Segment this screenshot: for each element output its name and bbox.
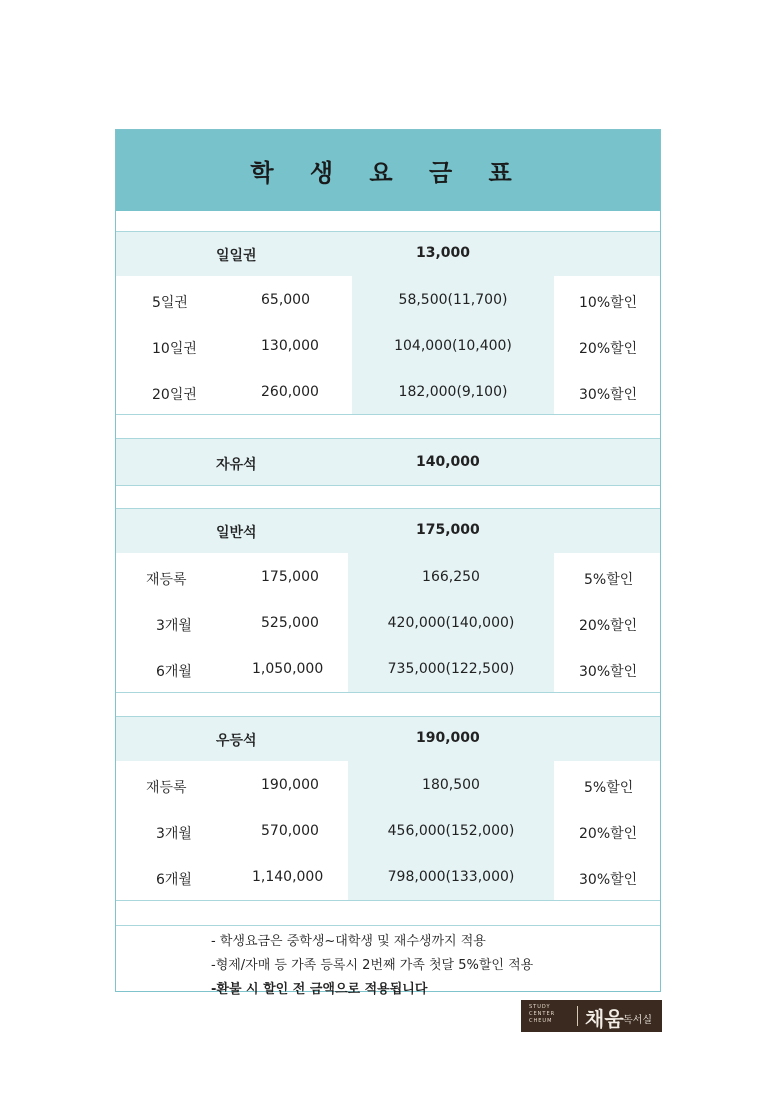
table-row	[116, 554, 660, 600]
section-header-premium-seat	[116, 716, 660, 761]
row-name: 10일권	[152, 341, 197, 357]
row-discount-rate: 20%할인	[579, 341, 638, 357]
row-discounted-price: 182,000(9,100)	[398, 384, 508, 400]
row-base-price: 570,000	[261, 823, 319, 839]
row-base-price: 1,050,000	[252, 661, 324, 677]
row-discount-rate: 5%할인	[584, 780, 634, 796]
notes	[211, 930, 533, 1002]
row-name: 재등록	[146, 572, 187, 588]
row-discount-rate: 30%할인	[579, 872, 638, 888]
row-discounted-price: 180,500	[422, 777, 480, 793]
section-price: 140,000	[416, 454, 480, 470]
row-discount-rate: 20%할인	[579, 826, 638, 842]
logo-sub: 독서실	[623, 1015, 652, 1026]
row-name: 6개월	[156, 664, 192, 680]
section-label: 자유석	[216, 457, 257, 473]
table-row	[116, 369, 660, 415]
row-name: 20일권	[152, 387, 197, 403]
row-base-price: 1,140,000	[252, 869, 324, 885]
divider	[116, 900, 660, 901]
note-line: - 학생요금은 중학생~대학생 및 재수생까지 적용	[211, 934, 486, 949]
row-name: 재등록	[146, 780, 187, 796]
row-name: 6개월	[156, 872, 192, 888]
row-discount-rate: 5%할인	[584, 572, 634, 588]
logo-brand: 채움	[585, 1007, 624, 1031]
brand-logo	[521, 1000, 662, 1032]
row-name: 3개월	[156, 826, 192, 842]
section-header-regular-seat	[116, 508, 660, 553]
note-line: -형제/자매 등 가족 등록시 2번째 가족 첫달 5%할인 적용	[211, 958, 534, 973]
row-base-price: 525,000	[261, 615, 319, 631]
logo-divider	[577, 1006, 578, 1026]
price-table	[115, 129, 661, 997]
row-discount-rate: 30%할인	[579, 664, 638, 680]
section-label: 일일권	[216, 248, 257, 264]
divider	[116, 692, 660, 693]
section-price: 175,000	[416, 522, 480, 538]
table-row	[116, 808, 660, 854]
divider	[116, 925, 660, 926]
row-discounted-price: 456,000(152,000)	[387, 823, 515, 839]
row-base-price: 65,000	[261, 292, 310, 308]
table-row	[116, 323, 660, 369]
row-name: 5일권	[152, 295, 188, 311]
table-row	[116, 600, 660, 646]
row-discounted-price: 798,000(133,000)	[387, 869, 515, 885]
section-price: 190,000	[416, 730, 480, 746]
row-discounted-price: 420,000(140,000)	[387, 615, 515, 631]
row-discounted-price: 735,000(122,500)	[387, 661, 515, 677]
section-label: 일반석	[216, 525, 257, 541]
row-discounted-price: 58,500(11,700)	[398, 292, 508, 308]
section-label: 우등석	[216, 733, 257, 749]
divider	[116, 414, 660, 415]
section-header-free-seat	[116, 438, 660, 486]
logo-small-text: STUDY CENTER CHEUM	[529, 1004, 556, 1024]
table-row	[116, 762, 660, 808]
row-base-price: 190,000	[261, 777, 319, 793]
page-title: 학 생 요 금 표	[116, 130, 660, 211]
row-discount-rate: 10%할인	[579, 295, 638, 311]
row-discount-rate: 30%할인	[579, 387, 638, 403]
table-row	[116, 277, 660, 323]
row-base-price: 175,000	[261, 569, 319, 585]
row-base-price: 130,000	[261, 338, 319, 354]
row-name: 3개월	[156, 618, 192, 634]
table-row	[116, 854, 660, 900]
section-header-daily	[116, 231, 660, 276]
section-price: 13,000	[416, 245, 471, 261]
row-discounted-price: 166,250	[422, 569, 480, 585]
row-base-price: 260,000	[261, 384, 319, 400]
row-discounted-price: 104,000(10,400)	[394, 338, 512, 354]
row-discount-rate: 20%할인	[579, 618, 638, 634]
note-line: -환불 시 할인 전 금액으로 적용됩니다	[211, 982, 428, 997]
table-row	[116, 646, 660, 692]
